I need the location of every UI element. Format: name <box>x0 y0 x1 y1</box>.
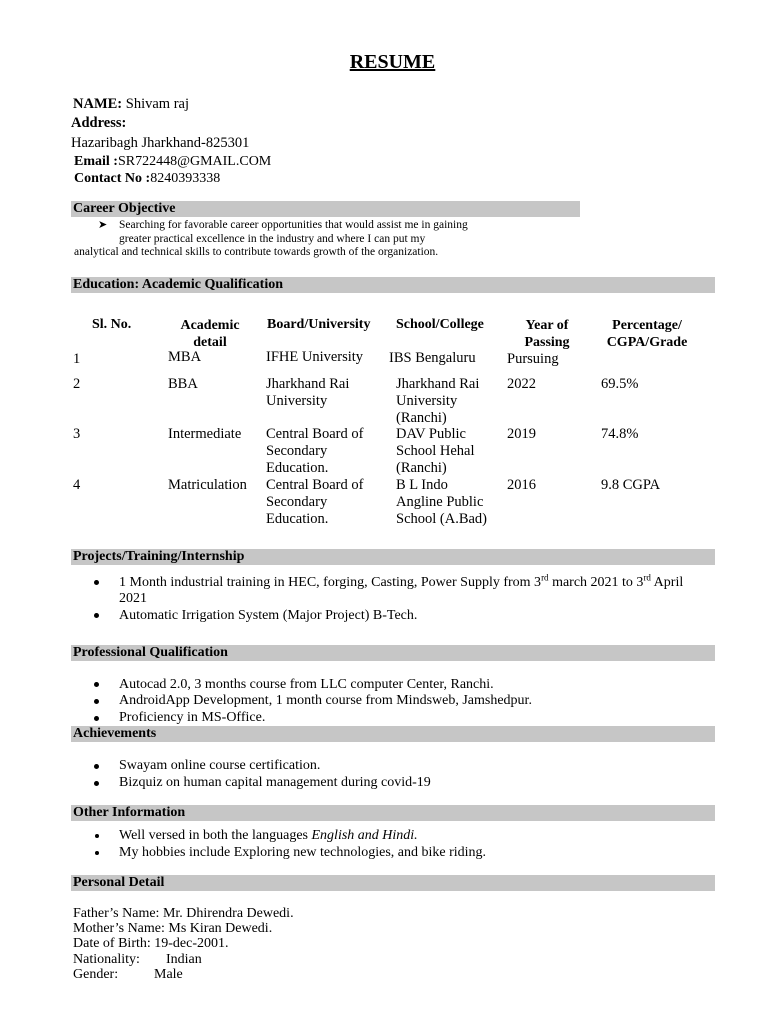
header-year-of-passing: Year of Passing <box>524 318 570 350</box>
bullet-icon <box>94 580 99 585</box>
project-item-2: Automatic Irrigation System (Major Project) B-Tech. <box>119 608 418 623</box>
row3-pct: 74.8% <box>601 426 639 442</box>
bullet-icon <box>94 613 99 618</box>
bullet-icon <box>94 682 99 687</box>
professional-heading: Professional Qualification <box>71 645 715 661</box>
row4-school: B L Indo Angline Public School (A.Bad) <box>396 477 488 527</box>
gender-label: Gender: <box>73 967 119 982</box>
row1-board: IFHE University <box>266 349 364 365</box>
name-value: Shivam raj <box>125 96 189 112</box>
header-sl-no: Sl. No. <box>92 317 132 332</box>
row1-detail: MBA <box>168 349 202 365</box>
career-line-1: Searching for favorable career opportunities that would assist me in gaining <box>119 219 468 231</box>
bullet-icon <box>94 781 99 786</box>
row1-sl: 1 <box>73 351 81 367</box>
education-heading: Education: Academic Qualification <box>71 277 715 293</box>
other-item-1: Well versed in both the languages English and Hindi. <box>119 828 418 843</box>
contact-value: 8240393338 <box>150 171 221 186</box>
professional-item-1: Autocad 2.0, 3 months course from LLC computer Center, Ranchi. <box>119 677 494 692</box>
row4-year: 2016 <box>507 477 536 493</box>
nationality-value: Indian <box>166 952 202 967</box>
nationality-label: Nationality: <box>73 952 140 967</box>
row2-year: 2022 <box>507 376 536 392</box>
row3-school: DAV Public School Hehal (Ranchi) <box>396 426 475 476</box>
achievements-heading: Achievements <box>71 726 715 742</box>
date-of-birth: Date of Birth: 19-dec-2001. <box>73 936 229 951</box>
row2-detail: BBA <box>168 376 198 392</box>
achievement-item-2: Bizquiz on human capital management during covid-19 <box>119 775 431 790</box>
row2-board: Jharkhand Rai University <box>266 376 350 409</box>
name-label: NAME: <box>73 96 123 112</box>
row3-sl: 3 <box>73 426 81 442</box>
row4-pct: 9.8 CGPA <box>601 477 661 493</box>
arrow-bullet-icon: ➤ <box>98 219 108 231</box>
gender-value: Male <box>154 967 183 982</box>
address-value: Hazaribagh Jharkhand-825301 <box>71 135 250 151</box>
professional-item-3: Proficiency in MS-Office. <box>119 710 266 725</box>
row3-board: Central Board of Secondary Education. <box>266 426 364 476</box>
email-label: Email : <box>74 154 118 169</box>
row4-detail: Matriculation <box>168 477 247 493</box>
email-value: SR722448@GMAIL.COM <box>117 154 272 169</box>
row4-sl: 4 <box>73 477 81 493</box>
row1-year: Pursuing <box>507 351 559 367</box>
row2-sl: 2 <box>73 376 81 392</box>
email-line <box>74 153 271 170</box>
contact-line <box>74 170 220 187</box>
other-item-2: My hobbies include Exploring new technologies, and bike riding. <box>119 845 487 860</box>
name-line <box>73 96 189 113</box>
row2-school: Jharkhand Rai University (Ranchi) <box>396 376 480 426</box>
project-item-1-cont: 2021 <box>119 591 147 606</box>
project-item-1: 1 Month industrial training in HEC, forging, Casting, Power Supply from 3rd march 2021 to 3rd April <box>119 572 684 590</box>
row2-pct: 69.5% <box>601 376 639 392</box>
other-info-heading: Other Information <box>71 805 715 821</box>
projects-heading: Projects/Training/Internship <box>71 549 715 565</box>
row3-detail: Intermediate <box>168 426 242 442</box>
career-line-2: greater practical excellence in the industry and where I can put my <box>119 233 426 245</box>
professional-item-2: AndroidApp Development, 1 month course from Mindsweb, Jamshedpur. <box>119 693 532 708</box>
row3-year: 2019 <box>507 426 536 442</box>
header-academic-detail: Academic detail <box>180 318 240 350</box>
achievement-item-1: Swayam online course certification. <box>119 758 321 773</box>
row4-board: Central Board of Secondary Education. <box>266 477 364 527</box>
header-school-college: School/College <box>396 317 484 332</box>
address-label: Address: <box>71 115 127 131</box>
header-board-university: Board/University <box>267 317 371 332</box>
bullet-icon <box>95 834 99 838</box>
personal-heading: Personal Detail <box>71 875 715 891</box>
career-line-3: analytical and technical skills to contribute towards growth of the organization. <box>74 246 439 258</box>
career-objective-heading: Career Objective <box>71 201 580 217</box>
bullet-icon <box>94 716 99 721</box>
contact-label: Contact No : <box>74 171 151 186</box>
bullet-icon <box>94 764 99 769</box>
father-name: Father’s Name: Mr. Dhirendra Dewedi. <box>73 906 294 921</box>
bullet-icon <box>95 851 99 855</box>
row1-school: IBS Bengaluru <box>389 350 476 366</box>
bullet-icon <box>94 699 99 704</box>
resume-title: RESUME <box>349 51 436 73</box>
mother-name: Mother’s Name: Ms Kiran Dewedi. <box>73 921 273 936</box>
header-percentage-grade: Percentage/ CGPA/Grade <box>606 318 688 350</box>
